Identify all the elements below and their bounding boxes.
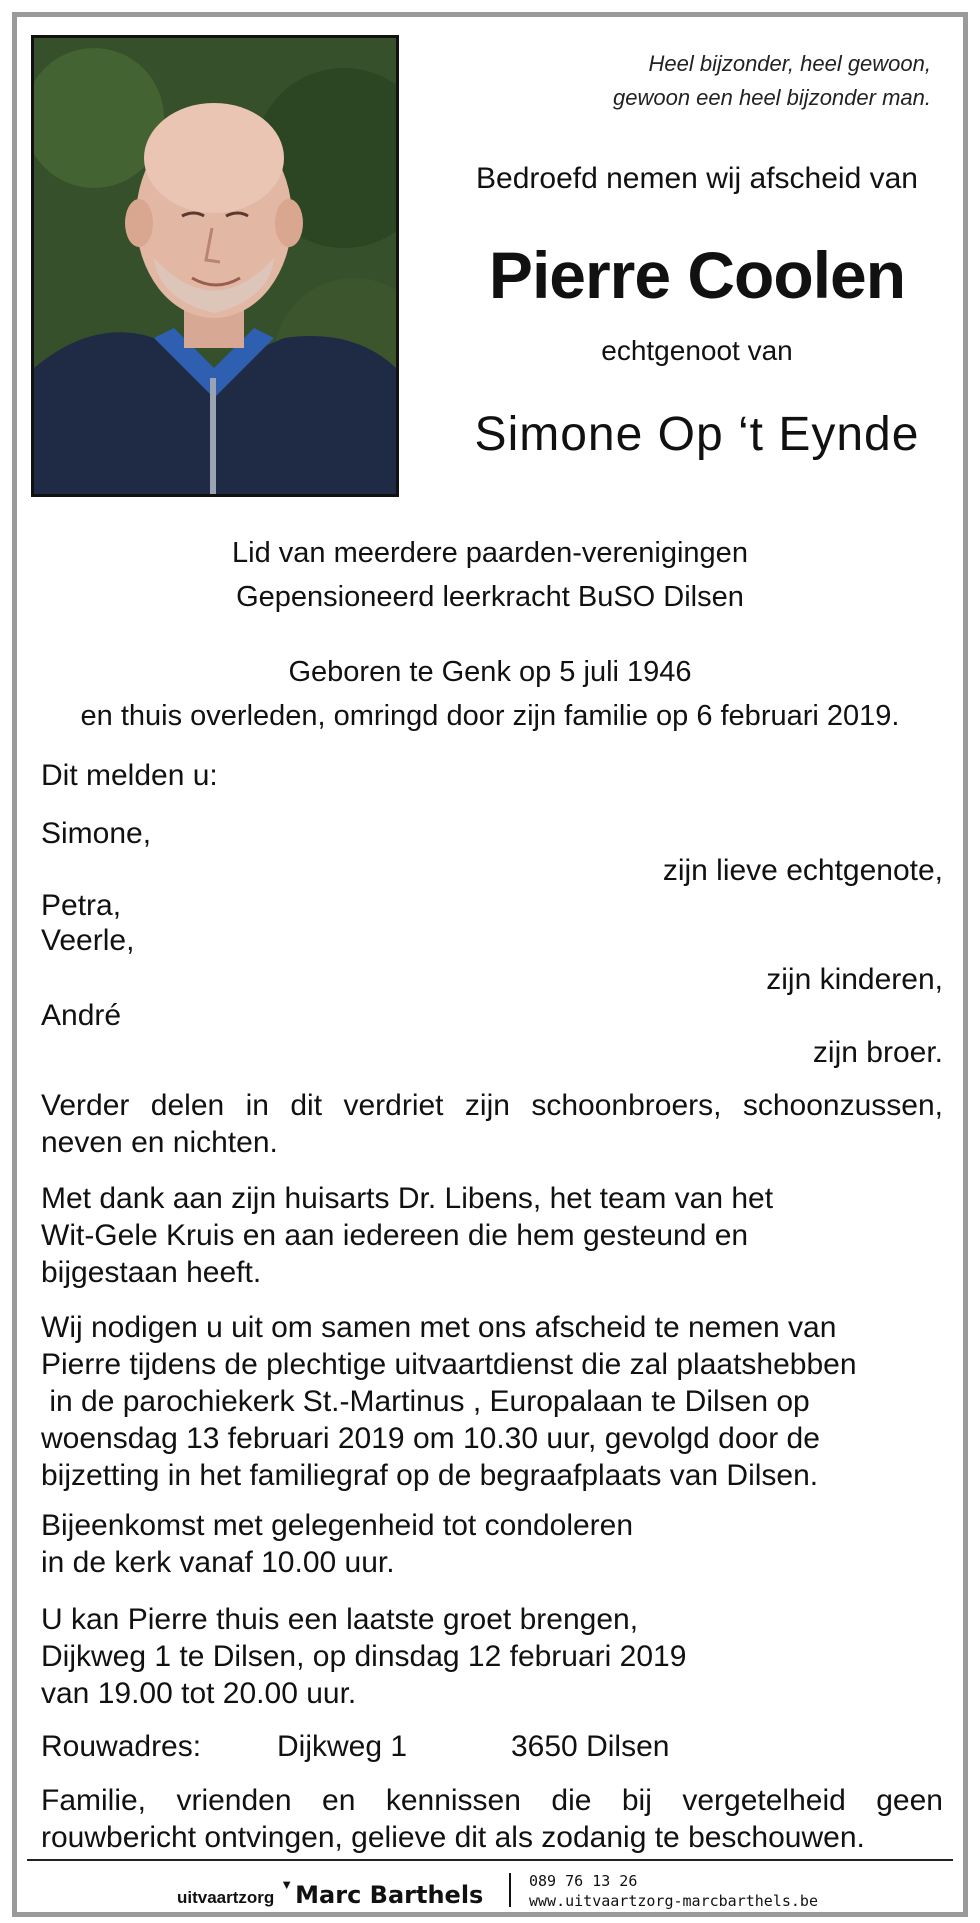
intro-text: Bedroefd nemen wij afscheid van <box>476 162 918 195</box>
family-children-role: zijn kinderen, <box>766 963 943 996</box>
motto-line-1: Heel bijzonder, heel gewoon, <box>648 51 931 76</box>
closing-line-2: rouwbericht ontvingen, gelieve dit als zodanig te beschouwen. <box>41 1821 865 1854</box>
extended-family-paragraph <box>41 1087 943 1161</box>
mourning-address <box>41 1730 943 1767</box>
triangle-down-icon: ▼ <box>280 1877 294 1892</box>
portrait-illustration <box>34 38 396 494</box>
company-name: Marc Barthels <box>295 1881 484 1909</box>
closing-paragraph <box>41 1782 943 1856</box>
birth-line: Geboren te Genk op 5 juli 1946 <box>288 656 692 688</box>
role-line-1: Lid van meerdere paarden-verenigingen <box>232 537 748 569</box>
service-line-4: woensdag 13 februari 2019 om 10.30 uur, gevolgd door de <box>41 1422 820 1455</box>
service-line-5: bijzetting in het familiegraf op de begraafplaats van Dilsen. <box>41 1459 819 1492</box>
service-line-3: in de parochiekerk St.-Martinus , Europalaan te Dilsen op <box>41 1385 810 1418</box>
company-prefix: uitvaartzorg <box>177 1888 275 1907</box>
family-spouse-role: zijn lieve echtgenote, <box>662 854 943 887</box>
role-line-2: Gepensioneerd leerkracht BuSO Dilsen <box>236 581 744 613</box>
address-label: Rouwadres: <box>41 1730 202 1763</box>
family-brother: André <box>41 999 122 1032</box>
address-city: 3650 Dilsen <box>511 1730 670 1763</box>
notice-intro: Dit melden u: <box>41 759 218 792</box>
visit-line-3: van 19.00 tot 20.00 uur. <box>41 1677 357 1710</box>
spouse-label: echtgenoot van <box>601 335 793 366</box>
footer-separator <box>509 1873 511 1907</box>
funeral-home-logo <box>177 1877 484 1909</box>
spouse-name: Simone Op ‘t Eynde <box>474 408 920 461</box>
thanks-line-1: Met dank aan zijn huisarts Dr. Libens, het team van het <box>41 1182 774 1215</box>
deceased-name: Pierre Coolen <box>488 238 906 312</box>
condolence-line-1: Bijeenkomst met gelegenheid tot condoleren <box>41 1509 634 1542</box>
thanks-paragraph <box>41 1180 943 1291</box>
family-brother-role: zijn broer. <box>812 1036 943 1069</box>
service-line-1: Wij nodigen u uit om samen met ons afscheid te nemen van <box>41 1311 837 1344</box>
thanks-line-3: bijgestaan heeft. <box>41 1256 262 1289</box>
service-line-2: Pierre tijdens de plechtige uitvaartdienst die zal plaatshebben <box>41 1348 857 1381</box>
funeral-home-footer <box>17 1869 963 1909</box>
family-spouse: Simone, <box>41 817 152 850</box>
condolence-line-2: in de kerk vanaf 10.00 uur. <box>41 1546 395 1579</box>
visit-line-2: Dijkweg 1 te Dilsen, op dinsdag 12 februari 2019 <box>41 1640 687 1673</box>
roles-block <box>17 531 963 619</box>
thanks-line-2: Wit-Gele Kruis en aan iedereen die hem gesteund en <box>41 1219 749 1252</box>
obituary-card <box>12 12 968 1917</box>
contact-website: www.uitvaartzorg-marcbarthels.be <box>529 1892 818 1910</box>
service-paragraph <box>41 1309 943 1494</box>
visit-paragraph <box>41 1601 943 1712</box>
family-child-2: Veerle, <box>41 924 135 957</box>
family-child-1: Petra, <box>41 889 122 922</box>
motto-quote <box>613 47 931 115</box>
death-line: en thuis overleden, omringd door zijn familie op 6 februari 2019. <box>80 700 900 732</box>
condolence-paragraph <box>41 1507 943 1581</box>
extended-family-line-2: neven en nichten. <box>41 1126 278 1159</box>
portrait-photo <box>31 35 399 497</box>
contact-info <box>529 1871 818 1911</box>
dates-block <box>17 650 963 738</box>
closing-line-1: Familie, vrienden en kennissen die bij vergetelheid geen <box>41 1784 943 1817</box>
footer-divider <box>27 1859 953 1861</box>
visit-line-1: U kan Pierre thuis een laatste groet brengen, <box>41 1603 639 1636</box>
motto-line-2: gewoon een heel bijzonder man. <box>612 85 931 110</box>
address-street: Dijkweg 1 <box>277 1730 408 1763</box>
extended-family-line-1: Verder delen in dit verdriet zijn schoonbroers, schoonzussen, <box>41 1089 943 1122</box>
contact-phone: 089 76 13 26 <box>529 1872 638 1890</box>
